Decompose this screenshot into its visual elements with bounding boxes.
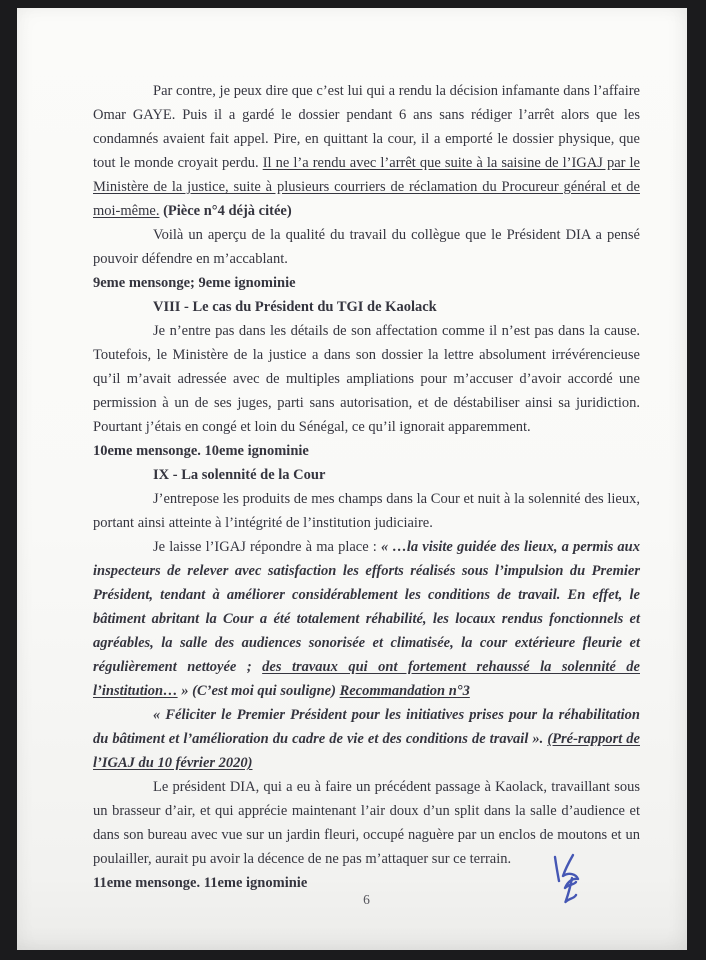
paragraph-apercu — [93, 223, 640, 271]
text-segment: 9eme mensonge; 9eme ignominie — [93, 275, 296, 291]
heading-ix-solennite — [93, 463, 640, 487]
document-page — [17, 8, 687, 950]
text-segment: VIII - Le cas du Président du TGI de Kaolack — [153, 299, 437, 315]
document-text — [93, 79, 640, 895]
paragraph-igaj-quote — [93, 535, 640, 703]
text-segment: Je laisse l’IGAJ répondre à ma place : — [153, 539, 381, 555]
text-segment: des travaux qui ont fortement rehaussé la solennité de l’institution… — [93, 659, 640, 699]
paragraph-entrepose — [93, 487, 640, 535]
text-segment: J’entrepose les produits de mes champs dans la Cour et nuit à la solennité des lieux, portant ainsi atteinte à l’intégrité de l’institution judiciaire. — [93, 491, 640, 531]
text-segment: IX - La solennité de la Cour — [153, 467, 326, 483]
text-segment: Voilà un aperçu de la qualité du travail du collègue que le Président DIA a pensé pouvoir défendre en m’accablant. — [93, 227, 640, 267]
text-segment: « …la visite guidée des lieux, a permis aux inspecteurs de relever avec satisfaction les efforts réalisés sous l’impulsion du Premier Président, tendant à améliorer considérablement les conditions de travail. En effet, le bâtiment abritant la Cour a été totalement réhabilité, les locaux rendus fonctionnels et agréables, la salle des audiences sonorisée et climatisée, la cour extérieure fleurie et régulièrement nettoyée ; — [93, 539, 640, 675]
text-segment: Il ne l’a rendu avec l’arrêt que suite à la saisine de l’IGAJ par le Ministère de la justice, suite à plusieurs courriers de réclamation du Procureur général et de moi-même. — [93, 155, 640, 219]
heading-10eme-mensonge — [93, 439, 640, 463]
text-segment: Recommandation n°3 — [339, 683, 470, 699]
heading-9eme-mensonge — [93, 271, 640, 295]
text-segment: (Pièce n°4 déjà citée) — [163, 203, 292, 219]
paragraph-feliciter — [93, 703, 640, 775]
text-segment: Le président DIA, qui a eu à faire un précédent passage à Kaolack, travaillant sous un brasseur d’air, et qui apprécie maintenant l’air doux d’un split dans la salle d’audience et dans son bureau avec vue sur un jardin fleuri, occupé naguère par un enclos de moutons et un poulailler, aurait pu avoir la décence de ne pas m’attaquer sur ce terrain. — [93, 779, 640, 867]
text-segment: (Pré-rapport de l’IGAJ du 10 février 2020) — [93, 731, 640, 771]
heading-viii-tgi-kaolack — [93, 295, 640, 319]
text-segment: » (C’est moi qui souligne) — [177, 683, 340, 699]
text-segment: Par contre, je peux dire que c’est lui qui a rendu la décision infamante dans l’affaire Omar GAYE. Puis il a gardé le dossier pendant 6 ans sans rédiger l’arrêt alors que les condamnés avaient fait appel. Pire, en quittant la cour, il a emporté le dossier physique, que tout le monde croyait perdu. — [93, 83, 640, 171]
text-segment: « Féliciter le Premier Président pour les initiatives prises pour la réhabilitation du bâtiment et l’amélioration du cadre de vie et des conditions de travail ». — [93, 707, 640, 747]
text-segment: 11eme mensonge. 11eme ignominie — [93, 875, 308, 891]
page-number: 6 — [363, 892, 370, 907]
paragraph-affectation — [93, 319, 640, 439]
text-segment: Je n’entre pas dans les détails de son affectation comme il n’est pas dans la cause. Toutefois, le Ministère de la justice a dans son dossier la lettre absolument irrévérencieuse qu’il m’avait adressée avec de multiples ampliations pour m’accuser d’avoir accordé une permission à un de ses juges, parti sans autorisation, et de déstabiliser ainsi sa juridiction. Pourtant j’étais en congé et loin du Sénégal, ce qu’il ignorait apparemment. — [93, 323, 640, 435]
paragraph-omar-gaye — [93, 79, 640, 223]
text-segment: 10eme mensonge. 10eme ignominie — [93, 443, 309, 459]
handwritten-paraph-icon — [541, 851, 603, 917]
